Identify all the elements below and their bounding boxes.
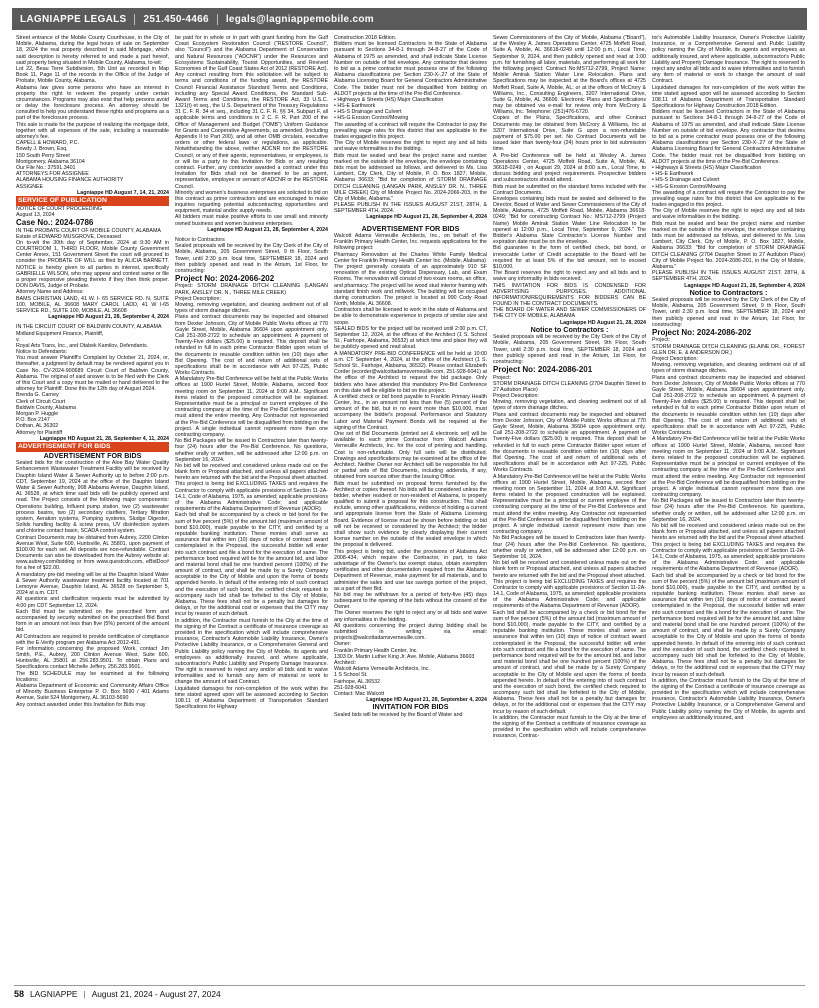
legal-paragraph: Any contract awarded under this Invitation for Bids may (16, 701, 146, 708)
legal-paragraph: A Pre-bid Conference will be held at Wesley A. James Operations Center, 4725 Moffett Road, Suite A, Mobile, AL 36618-0249 , on August 29, 2024 at 8:00 a.m., Local Time, to discuss bidding and project requirements. Prospective bidders and subcontractors should attend. (493, 152, 646, 184)
legal-paragraph: No Bid Packages will be issued to Contractors later than twenty-four (24) hours after the Pre-Bid Conference. No questions, whether orally or written, will be addressed after 12:00 p.m. on September 16, 2024. (175, 438, 328, 463)
legal-paragraph: Attorney for Plaintiff (16, 429, 63, 436)
legal-paragraph: Construction 2018 Edition. (334, 35, 397, 41)
legal-paragraph: Minority and women's business enterprises are solicited to bid on this contract as prime contractors and are encouraged to make inquiries regarding potential subcontracting opportunities and equipment, material and/or supply needs. (175, 189, 328, 215)
legal-paragraph: One set of Bid Documents (printed set & electronic set) will be available to each prime Contractor from Walcott Adams Verneuille Architects, Inc. for the cost of printing and handling. Cost is non-refundable. Only full sets will be distributed. Drawings and specifications may be examined at the office of the Architect. Neither Owner nor Architect will be responsible for full or partial sets of Bid Documents, including addenda, if any, obtained from sources other than the Issuing Office. (334, 431, 487, 481)
project-number: Case No.: 2024-0786 (16, 218, 94, 228)
legal-paragraph: Bids must be sealed and bear the project name and number marked on the outside of the envelope, the envelope containing bids must be addressed as follows, and delivered to Ms. Lisa Lambert, City Clerk, City of Mobile, P. O. Box 1827, Mobile, Alabama 36633: "Bid for completion of STORM DRAINAGE DITCH CLEANING (LANGAN PARK, ANSLEY DR. N., THREE MILE CREEK) City of Mobile Project No. 2024-2066-203, in the City of Mobile, Alabama." (334, 152, 487, 202)
publication-signature: Lagniappe HD August 21, 28, September 4, 2024 (366, 214, 487, 221)
legal-paragraph: Dothan, AL 36302 (16, 423, 59, 430)
legal-paragraph: This sale is made for the purpose of realizing the mortgage debt, together with all expenses of the sale, including a reasonable attorney's fee. (16, 121, 169, 140)
legal-paragraph: This project is being bid EXCLUDING TAXES and requires the Contractor to comply with applicable provisions of Section 11-2A-14.1, Code of Alabama, 1975, as amended; applicable provisions of the Alabama Administrative Code; and applicable requirements of the Alabama Department of Revenue (ADOR). (493, 578, 646, 610)
publication-signature: Lagniappe HD August 21, 28, September 4, 11, 2024 (39, 435, 169, 442)
legal-paragraph: Project Description: (493, 393, 539, 400)
footer-divider: | (83, 989, 86, 999)
legal-paragraph: Notice to Contractors (175, 237, 225, 243)
legal-paragraph: Bids must be sealed and bear the project name and number marked on the outside of the envelope, the envelope containing bids must be addressed as follows, and delivered to Ms. Lisa Lambert, City Clerk, City of Mobile, P. O. Box 1827, Mobile, Alabama 36633: "Bid for completion of STORM DRAINAGE DITCH CLEANING (2704 Dauphin Street to 27 Audubon Place) City of Mobile Project No. 2024-2086-201, in the City of Mobile, Alabama." (652, 220, 805, 270)
publication-name: LAGNIAPPE (30, 989, 78, 999)
column-4 (493, 35, 646, 968)
legal-paragraph: ASSIGNEE (16, 183, 44, 190)
legal-paragraph: Liquidated damages for non-completion of the work within the time stated agreed upon will be assessed according to Section 108.11 of Alabama Department of Transportation Standard Specifications for Highway (175, 685, 328, 711)
legal-paragraph: • HS-S Drainage and Culvert (652, 177, 720, 184)
legal-paragraph: v. (16, 336, 20, 343)
legal-paragraph: On to-wit the 30th day of September, 2024 at 9:30 AM in COURTROOM 1, THIRD FLOOR, Mobile County Government Center Annex, 151 Government Street the court will proceed to consider the PROBATE OF WILL as filed by ALICIA BARNETT. NOTICE is hereby given to all parties in interest, specifically GABRIELLE WILSON, who may appear and contest same or file a proper responsive pleading thereto if they then think proper. DON DAVIS, Judge of Probate. (16, 239, 169, 290)
legal-paragraph: In addition, the Contractor must furnish to the City at the time of the signing of the Contract a certificate of insurance coverage as provided in the specification which will include comprehensive insurance, Contrac- (493, 714, 646, 740)
legal-paragraph: Sealed proposals will be received by the City Clerk of the City of Mobile, Alabama, 205 Government Street, 9th Floor, South Tower, until 2:30 p.m. local time, SEPTEMBER 18, 2024 and then publicly opened and read in the Atrium, 1st Floor, for constructing: (493, 334, 646, 365)
legal-paragraph: Brenda G. Carney (16, 392, 59, 399)
legal-paragraph: No Bid Packages will be issued to Contractors later than twenty-four (24) hours after the Pre-Bid Conference. No questions, whether orally or written, will be addressed after 12:00 p.m. on September 16, 2024. (493, 535, 646, 560)
legal-paragraph: No Bid Packages will be issued to Contractors later than twenty-four (24) hours after the Pre-Bid Conference. No questions, whether orally or written, will be addressed after 12:00 p.m. on September 16, 2024. (652, 498, 805, 523)
legal-paragraph: The City of Mobile reserves the right to reject any and all bids and waive informalities in the bidding. (334, 140, 487, 153)
legal-paragraph: Contact: Mac Walcott (334, 690, 385, 697)
legal-columns (16, 35, 805, 968)
legal-paragraph: All questions and clarification requests must be submitted by 4:00 pm CDT September 12, 2024. (16, 596, 169, 609)
legal-paragraph: Royal Arts Trans, Inc., and Otabek Kamilov, Defendants. (16, 342, 149, 349)
legal-paragraph: Sewer Commissioners of the City of Mobile, Alabama ("Board"), at the Wesley A. James Operations Center, 4725 Moffett Road, Suite A, Mobile, AL 36618-0249 until 12:00 p.m., Local Time, September 9, 2024, and then publicly opened and read at 1:00 p.m. for furnishing all labor, materials, and performing all work for the following project: Contract No:MS712-2799, Project Name: Mobile Amtrak Station Water Line Relocation. Plans and Specifications may be inspected at the Board's offices at 4725 Moffett Road, Suite A, Mobile, AL; or at the offices of McCrory & Williams, Inc., Consulting Engineers, 3207 International Drive, Suite G, Mobile, AL 36606. Electronic Plans and Specifications may be obtained via e-mail for review only from McCrory & Williams, Inc. Telephone: (251)476-6720. (493, 35, 646, 116)
legal-paragraph: Bowdy J. Brown, Esq. (16, 146, 68, 153)
publication-signature: Lagniappe HD August 21, 28, September 4, 2024 (48, 314, 169, 321)
project-number: Project No: 2024-2086-201 (493, 365, 593, 375)
legal-paragraph: The awarding of a contract will require the Contractor to pay the prevailing wage rates for this district that are applicable to the trades engaged in this project. (334, 121, 487, 140)
legal-paragraph: tor's Automobile Liability Insurance, Owner's Protective Liability Insurance, or a Comprehensive General and Public Liability policy naming the City of Mobile, its agents and employees as additionally insured, and where applicable, subcontractor's Public Liability and Property Damage Insurance. The right is reserved to reject any and/or all bids and to waive informalities and to furnish any item of material or work to change the amount of said Contract. (652, 35, 805, 85)
legal-paragraph: • HS-E Earthwork (652, 171, 694, 178)
legal-paragraph: A Mandatory Pre-Bid Conference will be held at the Public Works offices at 1900 Hurtel Street, Mobile, Alabama, second floor meeting room on September 11, 2024 at 9:00 A.M.. Significant items related to the proposed construction will be explained. Representative must be a principal or current employee of the contracting company at the time of the Pre-Bid Conference and must attend the entire meeting. Any Contractor not represented at the Pre-Bid Conference will be disqualified from bidding on the project. A single individual cannot represent more than one contracting company. (175, 376, 328, 438)
legal-paragraph: P.O. Box 2147 (16, 417, 50, 424)
legal-paragraph: The awarding of a contract will require the Contractor to pay the prevailing wage rates for this district that are applicable to the trades engaged in this project. (652, 189, 805, 209)
legal-paragraph: Pharmacy Renovation at the Charles White Family Medical Center for Franklin Primary Health Center Inc. (Mobile, Alabama) (334, 251, 487, 264)
notice-headline: ADVERTISEMENT FOR BIDS (43, 450, 142, 460)
project-number: Project No: 2024-2086-202 (652, 328, 752, 338)
legal-paragraph: Sealed bids for the construction of the Aloe Bay Water Quality Enhancement Wastewater Treatment Facility will be received by Dauphin Island Water & Sewer Authority up to before 2:00 p.m. CDT, September 19, 2024 at the office of the Dauphin Island Water & Sewer Authority, 908 Alabama Avenue, Dauphin Island, AL 36528, at which time said bids will be publicly opened and read. The Project consists of the following major components: Operations building, Influent pump station, two (2) wastewater process basins, two (2) secondary clarifiers, Tertiary filtration system, Aeration systems, Pumping systems, Sludge Digester, Solids handling facility & screw press, UV disinfection system and chlorine contact basin, SCADA control system. (16, 460, 169, 535)
legal-paragraph: Notice to Defendants: (16, 349, 67, 356)
legal-paragraph: Attorney Name and Address: (16, 289, 84, 296)
legal-paragraph: Franklin Primary Health Center, Inc. (334, 647, 418, 654)
section-banner: ADVERTISEMENT FOR BIDS (16, 442, 169, 452)
legal-paragraph: Each bid shall be accompanied by a check or bid bond for the sum of five percent (5%) of the amount bid (maximum amount of bond $10,000), made payable to the CITY, and certified by a reputable banking institution. These monies shall serve as assurance that within ten (10) days of notice of contract award contemplated in the Proposal, the successful bidder will enter into such contract and file a bond for the execution of same. The performance bond required will be for the amount bid, and labor and material bond shall be one hundred percent (100%) of the amount of contract, and shall be made by a Surety Company acceptable to the City of Mobile and upon the forms of bonds appended hereto. In default of the entering into of such contract and the execution of such bond, the certified check required to accompany such bid shall be forfeited to the City of Mobile, Alabama. These fees shall not be a penalty but damages for delays, or for the additional cost or expenses that the CITY may incur by reason of such default. (493, 609, 646, 715)
legal-paragraph: All Contractors are required to provide certification of compliance with the E-Verify program per Alabama Act 2012-491. (16, 633, 169, 646)
legal-paragraph: Each bid shall be accompanied by a check or bid bond for the sum of five percent (5%) of the amount bid (maximum amount of bond $10,000), made payable to the CITY, and certified by a reputable banking institution. These monies shall serve as assurance that within ten (10) days of notice of contract award contemplated in the Proposal, the successful bidder will enter into such contract and file a bond for the execution of same. The performance bond required will be for the amount bid, and labor and material bond shall be one hundred percent (100%) of the amount of contract, and shall be made by a Surety Company acceptable to the City of Mobile and upon the forms of bonds appended hereto. In default of the entering into of such contract and the execution of such bond, the certified check required to accompany such bid shall be forfeited to the City of Mobile, Alabama. These fees shall not be a penalty but damages for delays, or for the additional cost or expenses that the CITY may incur by reason of such default. (652, 572, 805, 678)
legal-paragraph: Bids must be submitted on proposal forms furnished by the Architect or copies thereof. No bids will be considered unless the bidder, whether resident or non-resident of Alabama, is properly qualified to submit a proposal for this construction. This shall include, among other qualifications, evidence of holding a current and appropriate license from the State of Alabama Licensing Board. Evidence of license must be shown before bidding or bid will not be received or considered by the Architect; the bidder shall show such evidence by clearly displaying their current license number on the outside of the sealed envelope in which the proposal is delivered. (334, 480, 487, 549)
legal-paragraph: STORM DRAINAGE DITCH CLEANING (ELAINE DR., FOREST GLEN DR. E. & ANDERSON DR.) (652, 343, 805, 356)
legal-paragraph: No bid will be received and considered unless made out on the blank form or Proposal attached, and unless all papers attached hereto are returned with the bid and the Proposal sheet attached. (175, 462, 328, 482)
page-header (12, 8, 807, 30)
legal-paragraph: • Highways & Streets (HS) Major Classification (334, 96, 444, 103)
legal-paragraph: Clerk of Circuit Court (16, 398, 66, 405)
legal-paragraph: A MANDATORY PRE-BID CONFERENCE will be held at 10:00 a.m. CT September 4, 2024, at the office of the Architect (1 S. School St., Fairhope, Alabama, 36532). Please contact Elizabeth Corder (ecorder@walcottadamsverneuille.com, 251-928-6041) at the office of the Architect to request the bid package. Only bidders who have attended this mandatory Pre-Bid Conference on this date will be eligible to bid on this project. (334, 350, 487, 394)
legal-paragraph: Mowing, removing vegetation, and cleaning sediment out of all types of storm drainage ditches. (175, 302, 328, 315)
legal-paragraph: Bidders must be licensed Contractors in the State of Alabama pursuant to Sections 34-8-1 through 34-8-27 of the Code of Alabama of 1975 as amended, and shall indicate State License Number on outside of bid envelope. Any contractor that desires to bid as a prime contractor must possess one of the following Alabama classifications per Section 230-X-.27 of the State of Alabama Licensing Board for General Contractors Administrative Code. The bidder must not be disqualified from bidding on ALDOT projects at the time of the Pre-Bid Conference. (334, 41, 487, 97)
publication-signature: Lagniappe HD August 21, 28, September 4, 2024 (207, 226, 328, 233)
legal-paragraph: Copies of the Plans, Specifications, and other Contract Documents may be obtained from McCrory & Williams, Inc at 3207 International Drive, Suite G upon a non-refundable payment of $75.00 per set. No Contract Documents will be issued later than twenty-four (24) hours prior to bid submission time. (493, 115, 646, 153)
legal-paragraph: Midland Equipment Finance, Plaintiff, (16, 330, 104, 337)
phone-number: 251.450-4466 (135, 14, 217, 25)
legal-paragraph: Morgan P. Huggle (16, 410, 59, 417)
legal-paragraph: PLEASE PUBLISH IN THE ISSUES AUGUST 21ST, 28TH, & SEPTEMBER 4TH, 2024. (652, 270, 805, 283)
legal-paragraph: be paid for in whole or in part with grant funding from the Gulf Coast Ecosystem Restoration Council ("RESTORE Council", also "Council") and the Alabama Department of Conservation and Natural Resources ("ADCNR") under the Resources and Ecosystems Sustainability, Tourist Opportunities, and Revived Economies of the Gulf Coast States Act of 2012 (RESTORE Act). Any contract resulting from this solicitation will be subject to terms and conditions of the funding award, the RESTORE Council Financial Assistance Standard Terms and Conditions, including any Special Award Conditions, the Standard Sub-Award Terms and Conditions, the RESTORE Act, 33 U.S.C. 1321(t) et seq., the U.S. Department of the Treasury Regulations 31 C. F. R. 34 et seq., including 31 C. F. R. §§ 34, Subpart F, all applicable terms and conditions in 2 C. F. R. Part 200 of the Office of Management and Budget ("OMB") Uniform Guidance for Grants and Cooperative Agreements, as amended. (including Appendix II to Part 200), and all other OMB circulars, executive orders or other federal laws or regulations, as applicable. Notwithstanding the above, neither ADCNR nor the RESTORE Council, or any of their agents, representatives, or employees, is or will be a party to this Invitation for Bids or any resulting contract. Further, any contractor awarded a contract under this Invitation for Bids shall not be deemed to be an agent, representative, employee or servant of ADCNR or the RESTORE Council. (175, 35, 328, 190)
legal-paragraph: THE BOARD OF WATER AND SEWER COMMISSIONERS OF THE CITY OF MOBILE, ALABAMA (493, 307, 646, 320)
project-number: Project No: 2024-2066-202 (175, 274, 275, 284)
legal-paragraph: Lot 22, Beau Terre Subdivision, 5th Unit as recorded in Map Book 11, Page 11 of the records in the Office of the Judge of Probate, Mobile County, Alabama. (16, 65, 169, 85)
legal-paragraph: STORM DRAINAGE DITCH CLEANING (2704 Dauphin Street to 27 Audubon Place) (493, 380, 646, 393)
legal-paragraph: The Owner reserves the right to reject any or all bids and waive any informalities in the bidding. (334, 610, 487, 623)
legal-paragraph: Alabama Department of Economic and Community Affairs Office of Minority Business Enterprise P. O. Box 5690 / 401 Adams Avenue, Suite 524 Montgomery, AL 36103-5690 (16, 683, 169, 702)
column-2 (175, 35, 328, 968)
legal-paragraph: IN THE CIRCUIT COURT OF BALDWIN COUNTY, ALABAMA (16, 324, 162, 331)
legal-paragraph: ATTORNEYS FOR ASSIGNEE (16, 171, 89, 178)
legal-paragraph: The project generally consists of an approximately 910 SF renovation of the existing Optical Dispensary, Lab, and Exam Rooms. The renovation will consist of two exam rooms, an office, and pharmacy. The project will be wood stud interior framing with standard finish work and millwork. The building will be occupied during construction. The project is located at 990 Cody Road North, Mobile, AL 36608. (334, 263, 487, 308)
legal-paragraph: Envelopes containing bids must be sealed and delivered to the Director, Board of Water and Sewer Commissioners of the City of Mobile, Alabama, 4725 Moffett Road, Mobile, Alabama 36618-0249; "Bid for constructing Contract No.: MS712-2799 (Project Name) Mobile Amtrak Station Water Line Relocation to be opened at 12:00 p.m., Local Time, September 9, 2024." The Bidder's Alabama State Contractor's License Number and expiration date must be on the envelope. (493, 195, 646, 246)
legal-paragraph: • Highways & Streets (HS) Major Classification (652, 164, 762, 171)
notice-headline: Notice to Contractors : (689, 287, 768, 297)
legal-paragraph: Plans and contract documents may be inspected and obtained from Dexter Johnson, City of Mobile Public Works offices at 770 Gayle Street, Mobile, Alabama 36604 upon appointment only. Call 251-208-2722 to schedule an appointment. A payment of Twenty-Five dollars ($25.00) is required. This deposit shall be refunded in full to each prime Contractor Bidder upon return of the documents in reusable condition within ten (10) days after Bid Opening. The cost of and return of additional sets of specifications shall be in accordance with Act 97-225, Public Works Contracts. (175, 314, 328, 377)
legal-paragraph: Project: STORM DRAINAGE DITCH CLEANING (LANGAN PARK, ANSLEY DR. N., THREE MILE CREEK) (175, 283, 328, 296)
legal-paragraph: Sealed proposals will be received by the City Clerk of the City of Mobile, Alabama, 205 Government Street, 9 th Floor, South Tower, until 2:30 p.m. local time, SEPTEMBER 18, 2024 and then publicly opened and read in the Atrium, 1st Floor, for constructing: (652, 297, 805, 328)
legal-paragraph: Walcott Adams Verneuille Architects, Inc., on behalf of the Franklin Primary Health Center, Inc. requests applications for the following project: (334, 233, 487, 252)
legal-paragraph: Owner: (334, 641, 352, 648)
issue-dates: August 21, 2024 - August 27, 2024 (91, 989, 221, 999)
legal-paragraph: Bidders must be licensed Contractors in the State of Alabama pursuant to Sections 34-8-1 through 34-8-27 of the Code of Alabama of 1975 as amended, and shall indicate State License Number on outside of bid envelope. Any contractor that desires to bid as a prime contractor must possess one of the following Alabama classifications per Section 230-X-.27 of the State of Alabama Licensing Board for General Contractors Administrative Code. The bidder must not be disqualified from bidding on ALDOT projects at the time of the Pre-Bid Conference. (652, 109, 805, 165)
legal-paragraph: Project: (493, 374, 511, 381)
legal-paragraph: SEALED BIDS for the project will be received until 2:00 p.m. CT, September 12, 2024, at the offices of the Architect (1 S. School St., Fairhope, Alabama, 36532) at which time and place they will be publicly opened and read aloud. (334, 325, 487, 351)
legal-paragraph: Architect: (334, 659, 357, 666)
legal-paragraph: THIS INVITATION FOR BIDS IS CONDENSED FOR ADVERTISING PURPOSES. ADDITIONAL INFORMATION/REQUIREMENTS FOR BIDDERS CAN BE FOUND IN THE CONTRACT DOCUMENTS. (493, 282, 646, 308)
publication-signature: Lagniappe HD August 7, 14, 21, 2024 (77, 189, 169, 196)
legal-paragraph: Each bid shall be accompanied by a check or bid bond for the sum of five percent (5%) of the amount bid (maximum amount of bond $10,000), made payable to the CITY, and certified by a reputable banking institution. These monies shall serve as assurance that within ten (10) days of notice of contract award contemplated in the Proposal, the successful bidder will enter into such contract and file a bond for the execution of same. The performance bond required will be for the amount bid, and labor and material bond shall be one hundred percent (100%) of the amount of contract, and shall be made by a Surety Company acceptable to the City of Mobile and upon the forms of bonds appended hereto. In default of the entering into of such contract and the execution of such bond, the certified check required to accompany such bid shall be forfeited to the City of Mobile, Alabama. These fees shall not be a penalty but damages for delays, or for the additional cost or expenses that the CITY may incur by reason of such default. (175, 512, 328, 618)
legal-paragraph: 1 S School St. (334, 672, 368, 679)
legal-paragraph: 1303 Dr. Martin Luther King Jr. Ave. Mobile, Alabama 36603 (334, 653, 475, 660)
legal-paragraph: In addition, the Contractor must furnish to the City at the time of the signing of the Contract a certificate of insurance coverage as provided in the specification which will include comprehensive insurance, Contractor's Automobile Liability Insurance, Owner's Protective Liability Insurance, or a Comprehensive General and Public Liability policy naming the City of Mobile, its agents and employees as additionally insured, and (652, 677, 805, 721)
legal-paragraph: 251-928-6041 (334, 684, 367, 691)
column-1 (16, 35, 169, 968)
legal-paragraph: Walcott Adams Verneuille Architects, Inc. (334, 666, 430, 673)
legal-paragraph: • HS-G Erosion Control/Mowing (652, 183, 727, 190)
notice-headline: Notice to Contractors : (530, 324, 609, 334)
legal-paragraph: No bid will be received and considered unless made out on the blank form or Proposal attached, and unless all papers attached hereto are returned with the bid and the Proposal sheet attached. (493, 560, 646, 579)
legal-paragraph: Fairhope, AL 36532 (334, 678, 381, 685)
email-address[interactable]: legals@lagniappemobile.com (225, 13, 374, 25)
legal-paragraph: 150 South Perry Street (16, 152, 70, 159)
legal-paragraph: All questions concerning the project during bidding shall be submitted in writing via email: projects@walcottadamsverneuille.com. (334, 622, 487, 642)
legal-paragraph: Bid guarantee in the form of certified check, bid bond, or irrevocable Letter of Credit acceptable to the Board will be required for at least 5% of the bid amount, not to exceed $10,000. (493, 245, 646, 270)
legal-paragraph: • HS-G Erosion Control/Mowing (334, 115, 409, 122)
legal-paragraph: Sealed proposals will be received by the City Clerk of the City of Mobile, Alabama, 205 Government Street, 9 th Floor, South Tower, until 2:30 p.m. local time, SEPTEMBER 18, 2024 and then publicly opened and read in the Atrium, 1st Floor, for constructing: (175, 243, 328, 274)
legal-paragraph: NOTICE OF COURT PROCEEDING (16, 205, 103, 212)
legal-paragraph: Each Bid must be submitted on the prescribed form and accompanied by security submitted on the prescribed Bid Bond form in an amount not less than five (5%) percent of the amount bid. (16, 608, 169, 634)
page-footer (14, 985, 805, 1002)
legal-paragraph: No bid will be received and considered unless made out on the blank form or Proposal attached, and unless all papers attached hereto are returned with the bid and the Proposal sheet attached. (652, 523, 805, 542)
legal-paragraph: This project is being bid EXCLUDING TAXES and requires the Contractor to comply with applicable provisions of Section 11-2A-14.1, Code of Alabama, 1975, as amended; applicable provisions of the Alabama Administrative Code; and applicable requirements of the Alabama Department of Revenue (ADOR). (652, 541, 805, 573)
legal-paragraph: Contract Documents may be obtained from Aubrey, 2200 Clinton Avenue West, Suite 600, Huntsville, AL 35801, upon payment of $100.00 for each set. All deposits are non-refundable. Contract Documents can also be downloaded from the Aubrey website at: www.aubrey.com/bidding or from www.questcdn.com, eBidDoc# for a fee of $22.00. (16, 534, 169, 572)
legal-paragraph: Mowing, removing vegetation, and cleaning sediment out of all types of storm drainage ditches. (652, 362, 805, 375)
legal-paragraph: IN THE PROBATE COURT OF MOBILE COUNTY, ALABAMA (16, 227, 161, 234)
legal-paragraph: This project is being bid, under the provisions of Alabama Act 2008-434, which require the Contractor, in part, to take advantage of the Owner's tax exempt status, obtain exemption certificates and other documentation required from the Alabama Department of Revenue, make payment for all materials, and to administer the sales and use tax savings portion of the project, as a part of their Bid. (334, 548, 487, 592)
legal-paragraph: This project is being bid EXCLUDING TAXES and requires the Contractor to comply with applicable provisions of Section 11-2A-14.1, Code of Alabama, 1975, as amended; applicable provisions of the Alabama Administrative Code; and applicable requirements of the Alabama Department of Revenue (ADOR). (175, 481, 328, 513)
notice-headline: INVITATION FOR BIDS (372, 702, 449, 712)
legal-paragraph: A Mandatory Pre-Bid Conference will be held at the Public Works offices at 1900 Hurtel Street, Mobile, Alabama, second floor meeting room on September 11, 2024 at 9:00 A.M. Significant items related to the proposed construction will be explained. Representative must be a principal or current employee of the contracting company at the time of the Pre-Bid Conference and must attend the entire meeting. Any Contractor not represented at the Pre-Bid Conference will be disqualified from bidding on the project. A single individual cannot represent more than one contracting company. (493, 473, 646, 536)
legal-paragraph: In addition, the Contractor must furnish to the City at the time of the signing of the Contract a certificate of insurance coverage as provided in the specification which will include comprehensive insurance, Contractor's Automobile Liability Insurance, Owner's Protective Liability Insurance, or a Comprehensive General and Public Liability policy naming the City of Mobile, its agents and employees as additionally insured, and where applicable, subcontractor's Public Liability and Property Damage Insurance. The right is reserved to reject any and/or all bids and to waive informalities and to furnish any item of material or work to change the amount of said Contract. (175, 617, 328, 686)
legal-paragraph: You must answer Plaintiff's Complaint by October 21, 2024, or, thereafter, a judgment by default may be rendered against you in Case No. CV-2024-900689 Circuit Court of Baldwin County, Alabama. The original of said answer is to be filed with the Clerk of this Court and a copy must be mailed or hand delivered to the attorney for Plaintiff. Done this the 12th day of August 2024. (16, 355, 169, 393)
legal-paragraph: Liquidated damages for non-completion of the work within the time stated agreed upon will be assessed according to Section 108.11 of Alabama Department of Transportation Standard Specifications for Highway Construction 2018 Edition. (652, 84, 805, 110)
legal-paragraph: Contractors shall be licensed to work in the state of Alabama and be able to demonstrate experience in projects of similar size and scope. (334, 307, 487, 326)
legal-paragraph: A certified check or bid bond payable to Franklin Primary Health Center, Inc., in an amount not less than five (5) percent of the amount of the bid, but in no event more than $10,000, must accompany the bidder's proposal. Performance and Statutory Labor and Material Payment Bonds will be required at the signing of the Contract. (334, 393, 487, 431)
legal-paragraph: The City of Mobile reserves the right to reject any and all bids and waive informalities in the bidding. (652, 208, 805, 221)
page-number: 58 (14, 989, 25, 999)
legal-paragraph: • HS-E Earthwork (334, 103, 376, 110)
column-3 (334, 35, 487, 968)
legal-paragraph: ALABAMA HOUSING FINANCE AUTHORITY (16, 177, 124, 184)
legal-paragraph: Project: (652, 337, 670, 344)
legal-paragraph: Street entrance of the Mobile County Courthouse, in the City of Mobile, Alabama, during the legal hours of sale on September 18, 2024 the real property described in said Mortgage, which said description is hereby referred to and made a part hereof, said property being situated in Mobile County, Alabama, to-wit: (16, 35, 169, 66)
legal-paragraph: Baldwin County, Alabama (16, 404, 76, 411)
legal-paragraph: A Mandatory Pre-Bid Conference will be held at the Public Works offices at 1900 Hurtel Street, Mobile, Alabama, second floor meeting room on September 11, 2024 at 9:00 A.M.. Significant items related to the proposed construction will be explained. Representative must be a principal or current employee of the contracting company at the time of the Pre-Bid Conference and must attend the entire meeting. Any Contractor not represented at the Pre-Bid Conference will be disqualified from bidding on the project. A single individual cannot represent more than one contracting company. (652, 436, 805, 499)
legal-paragraph: Project Description: (175, 295, 221, 302)
legal-paragraph: The Board reserves the right to reject any and all bids and to waive any informality in bids received. (493, 270, 646, 283)
legal-paragraph: August 13, 2024 (16, 212, 55, 218)
legal-paragraph: No bid may be withdrawn for a period of forty-five (45) days subsequent to the opening of the bids without the consent of the Owner. (334, 591, 487, 611)
legal-paragraph: • HS-S Drainage and Culvert (334, 109, 402, 116)
legal-paragraph: BAMS CHRISTIAN LAND, 41 W. I- 65 SERVICE RD. N, SUITE 100, MOBILE, AL 36608 MARY CAROL LADD, 41 W I-65 SERVICE RD., SUITE 100, MOBILE, AL 36608 (16, 295, 169, 314)
legal-paragraph: For information concerning the proposed Work, contact Jim Smith, P.E., Aubrey, 200 Clinton Avenue West, Suite 600, Huntsville, AL 35801 at 256.283.9501. To obtain Plans and Specifications contact Michelle Jeffery, 256.283.9501. (16, 645, 169, 671)
legal-paragraph: Our File No.: 37591.3401 (16, 164, 76, 171)
publication-signature: Lagniappe HD August 21, 28, September 4, 2024 (684, 282, 805, 289)
legal-paragraph: Plans and contract documents may be inspected and obtained from Dexter Johnson, City of Mobile Public Works offices at 770 Gayle Street, Mobile, Alabama 36604 upon appointment only. Call 251-208-2722 to schedule an appointment. A payment of Twenty-Five dollars ($25.00) is required. This deposit shall be refunded in full to each prime Contractor Bidder upon return of the documents in reusable condition within ten (10) days after Bid Opening. The cost of and return of additional sets of specifications shall be in accordance with Act 97-225, Public Works Contracts. (652, 374, 805, 437)
notice-headline: ADVERTISEMENT FOR BIDS (361, 223, 460, 233)
legal-paragraph: All bidders must make positive efforts to use small and minority owned business and women business enterprises. (175, 214, 328, 227)
legal-paragraph: A mandatory pre-bid meeting will be at the Dauphin Island Water & Sewer Authority wastewater treatment facility located at 701 Lemoyne Avenue, Dauphin Island, AL 36528 on September 5, 2024 at a.m. CDT. (16, 571, 169, 597)
legal-paragraph: Bids must be submitted on the standard forms included with the Contract Documents. (493, 183, 646, 196)
legal-paragraph: PLEASE PUBLISH IN THE ISSUES AUGUST 21ST, 28TH, & SEPTEMBER 4TH, 2024. (334, 202, 487, 215)
publication-signature: Lagniappe HD August 21, 28, September 4, 2024 (366, 697, 487, 704)
publication-signature: Lagniappe HD August 21, 28, 2024 (559, 319, 646, 326)
legal-paragraph: Alabama law gives some persons who have an interest in property the right to redeem the property under certain circumstances. Programs may also exist that help persons avoid or delay the foreclosure process. An attorney should be consulted to help you understand these rights and programs as a part of the foreclosure process. (16, 84, 169, 122)
legal-paragraph: The BID SCHEDULE may be examined at the following locations: (16, 670, 169, 683)
section-banner: SERVICE OF PUBLICATION (16, 196, 169, 206)
section-title: LAGNIAPPE LEGALS (12, 14, 135, 25)
legal-paragraph: Estate of EDWARD MUSGROVE, Deceased (16, 233, 121, 240)
legal-paragraph: Mowing, removing vegetation, and cleaning sediment out of all types of storm drainage ditches. (493, 399, 646, 412)
legal-paragraph: Montgomery, Alabama 36104 (16, 158, 85, 165)
column-5 (652, 35, 805, 968)
legal-paragraph: Project Description: (652, 355, 698, 362)
legal-paragraph: Plans and contract documents may be inspected and obtained from Dexter Johnson, City of Mobile Public Works offices at 770 Gayle Street, Mobile, Alabama 36604 upon appointment only. Call 251-208-2722 to schedule an appointment. A payment of Twenty-Five dollars ($25.00) is required. This deposit shall be refunded in full to each prime Contractor Bidder upon return of the documents in reusable condition within ten (10) days after Bid Opening. The cost of and return of additional sets of specifications shall be in accordance with Act 97-225, Public Works Contracts. (493, 411, 646, 474)
legal-paragraph: CAPELL & HOWARD, P.C. (16, 140, 80, 147)
legal-paragraph: Sealed bids will be received by the Board of Water and (334, 711, 463, 718)
